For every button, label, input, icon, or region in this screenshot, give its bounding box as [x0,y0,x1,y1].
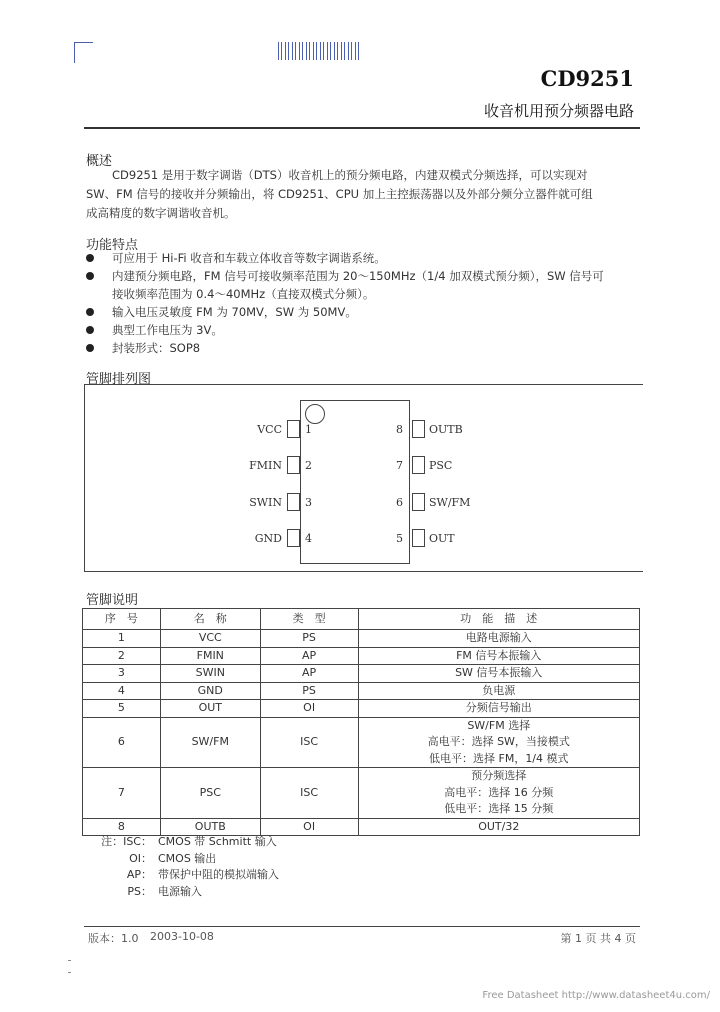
barcode-graphic [278,42,360,60]
feature-item: 输入电压灵敏度 FM 为 70MV，SW 为 50MV。 [84,303,644,321]
features-heading: 功能特点 [86,238,139,253]
table-row: 2 FMIN AP FM 信号本振输入 [83,647,640,665]
footer-rule [84,926,640,927]
table-row: 1 VCC PS 电路电源输入 [83,630,640,648]
pin-table-heading: 管脚说明 [86,593,139,608]
pin-4-lead [287,529,300,547]
table-row: 8 OUTB OI OUT/32 [83,818,640,836]
pin-6-number: 6 [396,496,403,509]
corner-mark [74,42,93,63]
feature-item: 封装形式：SOP8 [84,339,644,357]
overview-line: SW、FM 信号的接收并分频输出，将 CD9251、CPU 加上主控振荡器以及外部分频分立器件就可组 [86,187,593,201]
pin-6-name: SW/FM [429,496,471,509]
note-item: 注：ISC： CMOS 带 Schmitt 输入 [101,835,277,848]
overview-paragraph [86,166,638,223]
watermark-link[interactable]: Free Datasheet http://www.datasheet4u.com/ [482,990,710,1001]
col-header-function: 功 能 描 述 [358,609,639,630]
pin-7-lead [412,456,425,474]
overview-line: 成高精度的数字调谐收音机。 [86,206,236,220]
pin-3-number: 3 [305,496,312,509]
pin-2-lead [287,456,300,474]
pin-1-name: VCC [257,423,282,436]
page-number: 第 1 页 共 4 页 [560,932,636,945]
bullet-icon [86,254,94,262]
scan-mark [68,960,71,961]
pin-4-number: 4 [305,532,312,545]
overview-line: CD9251 是用于数字调谐（DTS）收音机上的预分频电路，内建双模式分频选择，可以实现对 [112,168,588,182]
pin-5-lead [412,529,425,547]
features-list [84,249,644,357]
pin-7-number: 7 [396,459,403,472]
ic-package [300,400,410,564]
table-row: 4 GND PS 负电源 [83,682,640,700]
table-row: 5 OUT OI 分频信号输出 [83,700,640,718]
bullet-icon [86,308,94,316]
version-date: 2003-10-08 [150,930,214,943]
pin-2-number: 2 [305,459,312,472]
pin-5-name: OUT [429,532,455,545]
col-header-type: 类 型 [260,609,358,630]
chip-title: CD9251 [540,66,634,91]
pin-3-name: SWIN [249,496,282,509]
doc-subtitle: 收音机用预分频器电路 [483,102,634,120]
pin-8-number: 8 [396,423,403,436]
scan-mark [68,972,71,973]
bullet-icon [86,344,94,352]
table-row: 3 SWIN AP SW 信号本振输入 [83,665,640,683]
pin-7-name: PSC [429,459,453,472]
bullet-icon [86,326,94,334]
table-header-row [83,609,640,630]
feature-item: 内建预分频电路，FM 信号可接收频率范围为 20～150MHz（1/4 加双模式预分频），SW 信号可 接收频率范围为 0.4～40MHz（直接双模式分频）。 [84,267,644,303]
pin-description-table [82,608,640,836]
pin-8-name: OUTB [429,423,463,436]
note-item: PS： 电源输入 [127,884,202,898]
version-label: 版本：1.0 [88,932,139,945]
header-rule [84,127,640,129]
pin-8-lead [412,420,425,438]
pin-6-lead [412,493,425,511]
pin-5-number: 5 [396,532,403,545]
pin-1-number: 1 [305,423,312,436]
pin-3-lead [287,493,300,511]
note-item: AP： 带保护中阻的模拟端输入 [126,868,279,881]
col-header-no: 序 号 [83,609,161,630]
feature-item: 典型工作电压为 3V。 [84,321,644,339]
pin-4-name: GND [254,532,282,545]
table-row: 7 PSC ISC 预分频选择 高电平：选择 16 分频 低电平：选择 15 分频 [83,768,640,819]
bullet-icon [86,272,94,280]
feature-item: 可应用于 Hi-Fi 收音和车载立体收音等数字调谐系统。 [84,249,644,267]
overview-heading: 概述 [86,154,113,169]
note-item: OI： CMOS 输出 [129,851,217,865]
pinout-heading: 管脚排列图 [86,372,152,387]
pin1-marker [305,404,325,424]
pin-1-lead [287,420,300,438]
table-row: 6 SW/FM ISC SW/FM 选择 高电平：选择 SW，当接模式 低电平：选择 FM，1/4 模式 [83,717,640,768]
col-header-name: 名 称 [160,609,260,630]
pin-2-name: FMIN [249,459,282,472]
type-notes [86,834,279,900]
